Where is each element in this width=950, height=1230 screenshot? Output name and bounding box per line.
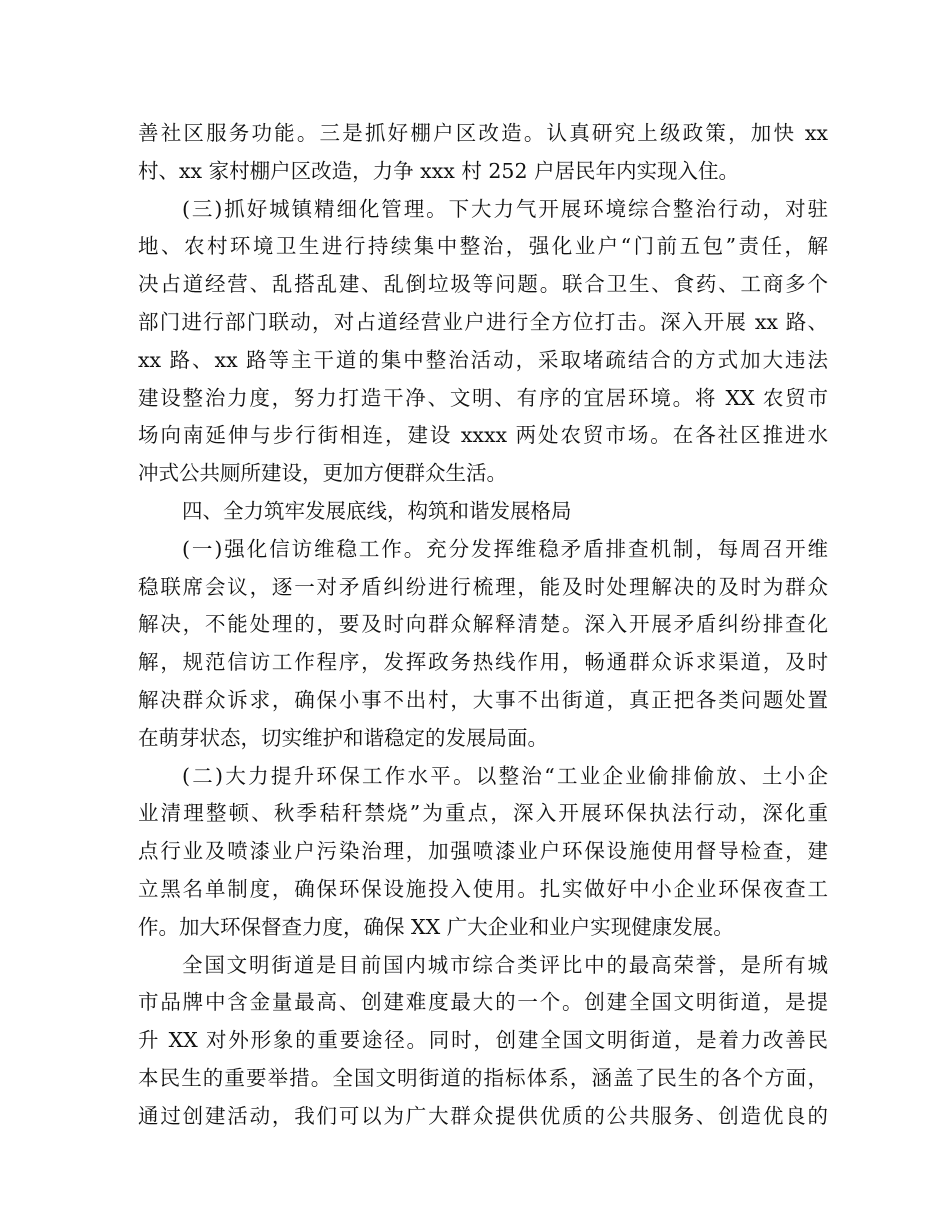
text-line: 四、全力筑牢发展底线，构筑和谐发展格局 (182, 498, 572, 523)
text-line: 解决群众诉求，确保小事不出村，大事不出街道，真正把各类问题处置 (138, 687, 828, 712)
text-line: 冲式公共厕所建设，更加方便群众生活。 (138, 461, 507, 486)
text-line: 立黑名单制度，确保环保设施投入使用。扎实做好中小企业环保夜查工 (138, 876, 828, 901)
text-line: (一)强化信访维稳工作。充分发挥维稳矛盾排查机制，每周召开维 (182, 536, 828, 561)
text-line: 在萌芽状态，切实维护和谐稳定的发展局面。 (138, 725, 548, 750)
text-line: 决占道经营、乱搭乱建、乱倒垃圾等问题。联合卫生、食药、工商多个 (138, 272, 828, 297)
text-line: 升 XX 对外形象的重要途径。同时，创建全国文明街道，是着力改善民 (138, 1028, 828, 1053)
text-line: 部门进行部门联动，对占道经营业户进行全方位打击。深入开展 xx 路、 (138, 309, 828, 334)
document-body (138, 115, 828, 1136)
text-line: 善社区服务功能。三是抓好棚户区改造。认真研究上级政策，加快 xx (138, 121, 828, 145)
text-line: 解，规范信访工作程序，发挥政务热线作用，畅通群众诉求渠道，及时 (138, 650, 828, 675)
text-line: (三)抓好城镇精细化管理。下大力气开展环境综合整治行动，对驻 (182, 196, 828, 221)
text-line: 作。加大环保督查力度，确保 XX 广大企业和业户实现健康发展。 (138, 914, 734, 939)
text-line: 建设整治力度，努力打造干净、文明、有序的宜居环境。将 XX 农贸市 (138, 385, 828, 410)
text-line: 本民生的重要举措。全国文明街道的指标体系，涵盖了民生的各个方面， (138, 1065, 828, 1090)
text-line: 市品牌中含金量最高、创建难度最大的一个。创建全国文明街道，是提 (138, 990, 828, 1015)
text-line: 村、xx 家村棚户区改造，力争 xxx 村 252 户居民年内实现入住。 (138, 158, 740, 183)
text-line: 解决，不能处理的，要及时向群众解释清楚。深入开展矛盾纠纷排查化 (138, 612, 828, 637)
text-line: 通过创建活动，我们可以为广大群众提供优质的公共服务、创造优良的 (138, 1103, 828, 1128)
text-line: 地、农村环境卫生进行持续集中整治，强化业户“门前五包”责任，解 (138, 234, 828, 259)
text-line: 点行业及喷漆业户污染治理，加强喷漆业户环保设施使用督导检查，建 (138, 839, 828, 864)
text-line: 业清理整顿、秋季秸秆禁烧”为重点，深入开展环保执法行动，深化重 (138, 801, 828, 826)
text-line: 稳联席会议，逐一对矛盾纠纷进行梳理，能及时处理解决的及时为群众 (138, 574, 828, 599)
text-line: 全国文明街道是目前国内城市综合类评比中的最高荣誉，是所有城 (182, 952, 828, 977)
text-line: 场向南延伸与步行街相连，建设 xxxx 两处农贸市场。在各社区推进水 (138, 423, 828, 448)
text-line: xx 路、xx 路等主干道的集中整治活动，采取堵疏结合的方式加大违法 (138, 347, 828, 372)
text-line: (二)大力提升环保工作水平。以整治“工业企业偷排偷放、土小企 (182, 763, 828, 788)
